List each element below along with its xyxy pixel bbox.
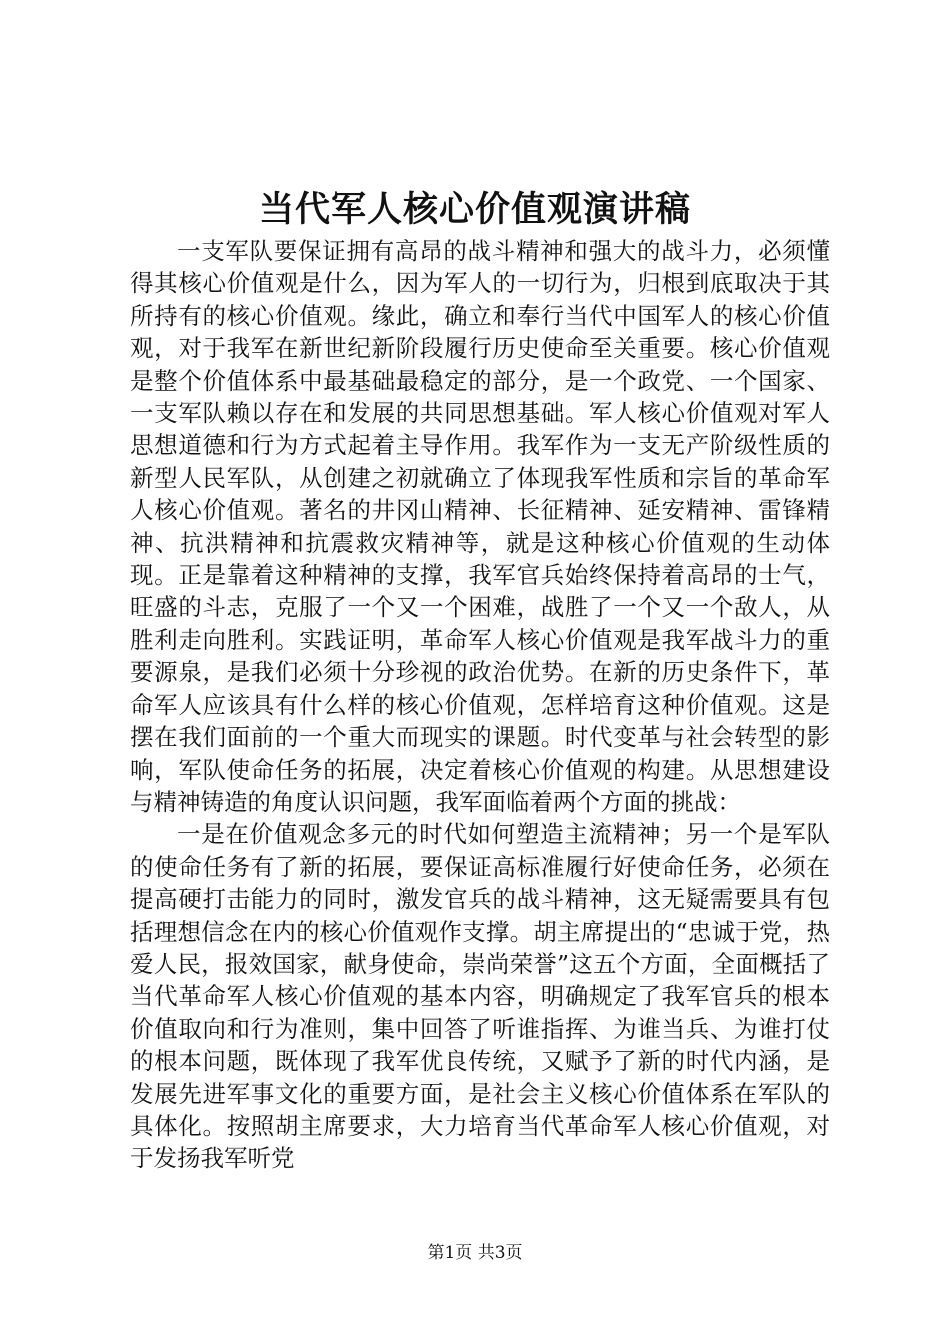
paragraph-1: 一支军队要保证拥有高昂的战斗精神和强大的战斗力，必须懂得其核心价值观是什么，因为军人的一切行为，归根到底取决于其所持有的核心价值观。缘此，确立和奉行当代中国军人的核心价值观，对于我军在新世纪新阶段履行历史使命至关重要。核心价值观是整个价值体系中最基础最稳定的部分，是一个政党、一个国家、一支军队赖以存在和发展的共同思想基础。军人核心价值观对军人思想道德和行为方式起着主导作用。我军作为一支无产阶级性质的新型人民军队，从创建之初就确立了体现我军性质和宗旨的革命军人核心价值观。著名的井冈山精神、长征精神、延安精神、雷锋精神、抗洪精神和抗震救灾精神等，就是这种核心价值观的生动体现。正是靠着这种精神的支撑，我军官兵始终保持着高昂的士气，旺盛的斗志，克服了一个又一个困难，战胜了一个又一个敌人，从胜利走向胜利。实践证明，革命军人核心价值观是我军战斗力的重要源泉，是我们必须十分珍视的政治优势。在新的历史条件下，革命军人应该具有什么样的核心价值观，怎样培育这种价值观。这是摆在我们面前的一个重大而现实的课题。时代变革与社会转型的影响，军队使命任务的拓展，决定着核心价值观的构建。从思想建设与精神铸造的角度认识问题，我军面临着两个方面的挑战：: [130, 237, 830, 816]
page-footer: 第1页 共3页: [427, 1243, 523, 1263]
document-title: 当代军人核心价值观演讲稿: [258, 189, 691, 230]
document-body: [130, 235, 830, 1175]
paragraph-2: 一是在价值观念多元的时代如何塑造主流精神；另一个是军队的使命任务有了新的拓展，要保证高标准履行好使命任务，必须在提高硬打击能力的同时，激发官兵的战斗精神，这无疑需要具有包括理想信念在内的核心价值观作支撑。胡主席提出的“忠诚于党，热爱人民，报效国家，献身使命，崇尚荣誉”这五个方面，全面概括了当代革命军人核心价值观的基本内容，明确规定了我军官兵的根本价值取向和行为准则，集中回答了听谁指挥、为谁当兵、为谁打仗的根本问题，既体现了我军优良传统，又赋予了新的时代内涵，是发展先进军事文化的重要方面，是社会主义核心价值体系在军队的具体化。按照胡主席要求，大力培育当代革命军人核心价值观，对于发扬我军听党: [130, 820, 830, 1173]
